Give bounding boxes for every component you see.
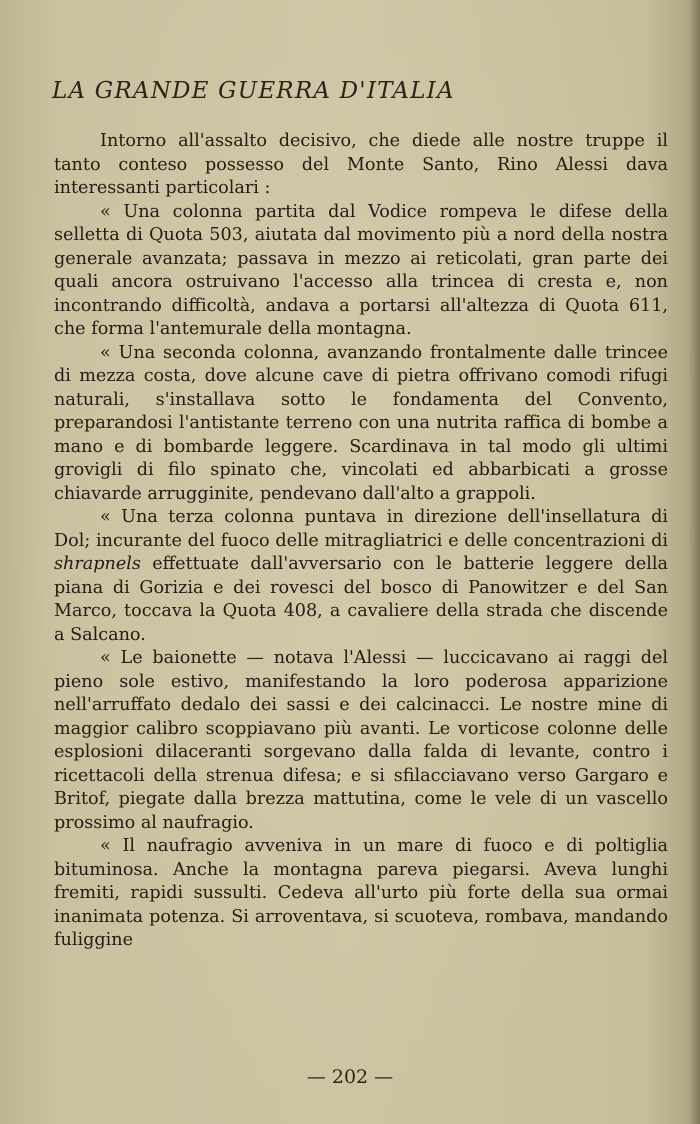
paragraph-third-column-text-a: « Una terza colonna puntava in direzione dell'insellatura di Dol; incurante del fuoco delle mitragliatrici e delle concentrazioni di bbox=[54, 507, 668, 551]
body-text bbox=[54, 130, 668, 953]
page-number: — 202 — bbox=[306, 1066, 394, 1088]
paragraph-third-column-text-b: effettuate dall'avversario con le batterie leggere della piana di Gorizia e dei rovesci del bosco di Panowitzer e del San Marco, toccava la Quota 408, a cavaliere della strada che discende a Salcano. bbox=[54, 554, 668, 645]
paragraph-shipwreck: « Il naufragio avveniva in un mare di fuoco e di poltiglia bituminosa. Anche la montagna pareva piegarsi. Aveva lunghi fremiti, rapidi sussulti. Cedeva all'urto più forte della sua ormai inanimata potenza. Si arroventava, si scuoteva, rombava, mandando fuliggine bbox=[54, 836, 668, 950]
paragraph-first-column: « Una colonna partita dal Vodice rompeva le difese della selletta di Quota 503, aiutata dal movimento più a nord della nostra generale avanzata; passava in mezzo ai reticolati, gran parte dei quali ancora ostruivano l'accesso alla trincea di cresta e, non incontrando difficoltà, andava a portarsi all'altezza di Quota 611, che forma l'antemurale della montagna. bbox=[54, 201, 668, 339]
paragraph-intro: Intorno all'assalto decisivo, che diede alle nostre truppe il tanto conteso possesso del Monte Santo, Rino Alessi dava interessanti particolari : bbox=[54, 131, 668, 198]
paragraph-second-column: « Una seconda colonna, avanzando frontalmente dalle trincee di mezza costa, dove alcune cave di pietra offrivano comodi rifugi naturali, s'installava sotto le fondamenta del Convento, preparandosi l'antistante terreno con una nutrita raffica di bombe a mano e di bombarde leggere. Scardinava in tal modo gli ultimi grovigli di filo spinato che, vincolati ed abbarbicati a grosse chiavarde arrugginite, pendevano dall'alto a grappoli. bbox=[54, 342, 668, 504]
page-edge-shadow bbox=[688, 0, 700, 1124]
shrapnels-term: shrapnels bbox=[54, 554, 141, 574]
paragraph-bayonets: « Le baionette — notava l'Alessi — luccicavano ai raggi del pieno sole estivo, manifestando la loro poderosa apparizione nell'arruffato dedalo dei sassi e dei calcinacci. Le nostre mine di maggior calibro scoppiavano più avanti. Le vorticose colonne delle esplosioni dilaceranti sorgevano dalla falda di levante, contro i ricettacoli della strenua difesa; e si sfilacciavano verso Gargaro e Britof, piegate dalla brezza mattutina, come le vele di un vascello prossimo al naufragio. bbox=[54, 648, 668, 833]
running-title: LA GRANDE GUERRA D'ITALIA bbox=[52, 78, 455, 104]
paragraph-third-column bbox=[54, 506, 668, 647]
